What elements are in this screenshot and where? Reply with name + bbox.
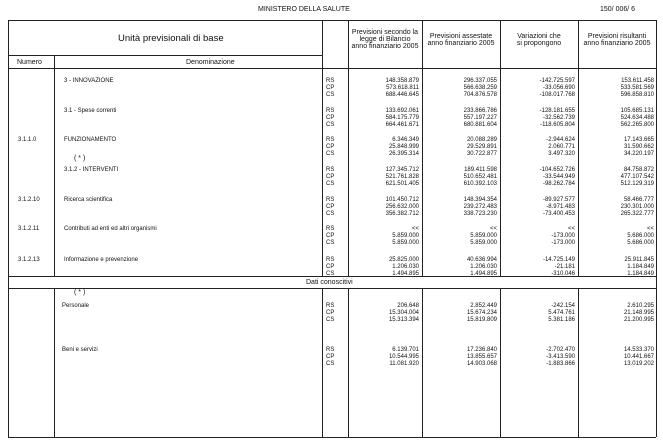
table-right-border xyxy=(656,20,657,437)
row-value: 21.148.995 xyxy=(623,310,654,316)
row-type: CS xyxy=(326,361,335,367)
dati-conoscitivi-title: Dati conoscitivi xyxy=(306,279,353,286)
row-value: 153.611.458 xyxy=(621,78,654,84)
row-type: CP xyxy=(326,310,335,316)
row-type: RS xyxy=(326,347,335,353)
row-value: -128.181.655 xyxy=(539,108,575,114)
row-label: 3.1 - Spese correnti xyxy=(64,108,117,114)
row-value: 34.220.197 xyxy=(623,151,654,157)
row-value: 5.859.000 xyxy=(470,240,497,246)
row-type: CP xyxy=(326,144,335,150)
row-label: Contributi ad enti ed altri organismi xyxy=(64,226,157,232)
row-value: 664.461.671 xyxy=(385,122,419,128)
row-value: 14.903.068 xyxy=(466,361,497,367)
row-type: CS xyxy=(326,181,335,187)
row-value: -14.725.149 xyxy=(542,257,575,263)
row-value: 10.441.667 xyxy=(623,354,654,360)
row-value: 6.139.701 xyxy=(392,347,419,353)
row-value: 512.129.319 xyxy=(620,181,654,187)
row-type: CS xyxy=(326,151,335,157)
row-value: 15.819.809 xyxy=(466,317,497,323)
row-type: CP xyxy=(326,354,335,360)
header-separator xyxy=(8,55,322,56)
asterisk-note: ( * ) xyxy=(74,155,86,162)
row-value: 1.494.895 xyxy=(470,271,497,277)
row-label: 3 - INNOVAZIONE xyxy=(64,78,114,84)
row-type: CS xyxy=(326,122,335,128)
row-value: 5.859.000 xyxy=(392,240,419,246)
row-value: 573.618.811 xyxy=(386,85,419,91)
row-label: Beni e servizi xyxy=(62,347,98,353)
row-type: CS xyxy=(326,211,335,217)
row-value: -73.400.453 xyxy=(542,211,575,217)
row-value: 25.911.845 xyxy=(624,257,654,263)
row-value: -32.562.739 xyxy=(542,115,575,121)
row-value: 189.411.598 xyxy=(464,167,497,173)
row-value: 5.381.186 xyxy=(548,317,575,323)
dati-bottom-border xyxy=(8,288,656,289)
row-value: 11.081.920 xyxy=(389,361,419,367)
row-number: 3.1.2.11 xyxy=(18,226,40,232)
col3-header: Variazioni che si propongono xyxy=(516,33,562,47)
row-type: CP xyxy=(326,233,335,239)
row-type: RS xyxy=(326,226,335,232)
row-value: << xyxy=(567,226,575,232)
row-value: -2.944.624 xyxy=(546,137,575,143)
row-value: 688.446.645 xyxy=(385,92,419,98)
row-value: 101.450.712 xyxy=(385,197,419,203)
row-label: Personale xyxy=(62,303,90,309)
row-value: 562.265.800 xyxy=(620,122,654,128)
row-value: 524.634.488 xyxy=(620,115,654,121)
row-type: RS xyxy=(326,78,335,84)
row-value: 356.382.712 xyxy=(385,211,419,217)
table-top-border xyxy=(8,20,656,21)
row-value: 10.544.995 xyxy=(388,354,419,360)
row-type: RS xyxy=(326,108,335,114)
row-value: 610.392.103 xyxy=(463,181,497,187)
numero-header: Numero xyxy=(17,59,42,66)
row-value: -108.017.768 xyxy=(539,92,575,98)
col4-header: Previsioni risultanti anno finanziario 2005 xyxy=(583,33,651,47)
row-value: 5.686.000 xyxy=(627,240,654,246)
dati-asterisk-note: ( * ) xyxy=(74,289,86,296)
row-value: -1.883.866 xyxy=(546,361,575,367)
row-value: -173.000 xyxy=(551,233,575,239)
ministry-title: MINISTERO DELLA SALUTE xyxy=(258,6,350,13)
row-value: -310.046 xyxy=(551,271,575,277)
row-value: 21.200.995 xyxy=(623,317,654,323)
row-value: 29.529.891 xyxy=(466,144,497,150)
row-value: 13.019.202 xyxy=(623,361,654,367)
row-value: << xyxy=(646,226,654,232)
row-value: 533.581.569 xyxy=(620,85,654,91)
col2-header: Previsioni assestate anno finanziario 2005 xyxy=(427,33,495,47)
row-value: 256.632.000 xyxy=(385,204,419,210)
row-number: 3.1.2.13 xyxy=(18,257,40,263)
row-type: RS xyxy=(326,303,335,309)
row-value: -242.154 xyxy=(551,303,575,309)
row-value: 477.107.542 xyxy=(620,174,654,180)
row-value: 133.692.061 xyxy=(385,108,419,114)
row-type: CP xyxy=(326,264,335,270)
row-value: 1.494.895 xyxy=(392,271,419,277)
row-value: 3.497.320 xyxy=(548,151,575,157)
row-label: 3.1.2 - INTERVENTI xyxy=(64,167,119,173)
row-value: 15.304.004 xyxy=(388,310,419,316)
row-value: 105.685.131 xyxy=(620,108,654,114)
row-type: RS xyxy=(326,257,335,263)
row-type: RS xyxy=(326,167,335,173)
row-value: 25.825.000 xyxy=(388,257,419,263)
row-value: 566.638.259 xyxy=(463,85,497,91)
row-value: 5.474.761 xyxy=(548,310,575,316)
row-label: FUNZIONAMENTO xyxy=(64,137,117,143)
row-value: 233.866.786 xyxy=(463,108,497,114)
row-value: 5.859.000 xyxy=(392,233,419,239)
row-value: 265.322.777 xyxy=(620,211,654,217)
row-type: CS xyxy=(326,271,335,277)
col1-header: Previsioni secondo la legge di Bilancio anno finanziario 2005 xyxy=(351,29,419,50)
row-value: 25.848.999 xyxy=(388,144,419,150)
row-value: -142.725.597 xyxy=(539,78,575,84)
denominazione-header: Denominazione xyxy=(186,59,235,66)
row-value: -8.971.483 xyxy=(546,204,575,210)
row-value: -33.544.949 xyxy=(542,174,575,180)
row-value: -21.181 xyxy=(554,264,575,270)
header-bottom-border xyxy=(8,68,656,69)
row-value: 338.723.230 xyxy=(463,211,497,217)
row-number: 3.1.1.0 xyxy=(18,137,37,143)
row-value: 148.394.354 xyxy=(463,197,497,203)
type-divider xyxy=(322,20,323,276)
row-value: 84.758.872 xyxy=(623,167,654,173)
row-type: CP xyxy=(326,174,335,180)
table-left-border xyxy=(8,20,9,437)
dati-numero-divider xyxy=(54,288,55,437)
row-type: CS xyxy=(326,317,335,323)
row-value: 1.184.849 xyxy=(627,264,654,270)
row-value: 30.722.877 xyxy=(466,151,497,157)
row-value: 557.197.227 xyxy=(463,115,497,121)
row-type: CP xyxy=(326,204,335,210)
row-value: 1.206.030 xyxy=(392,264,419,270)
row-value: 206.648 xyxy=(397,303,419,309)
row-value: 621.501.405 xyxy=(385,181,419,187)
row-value: 5.859.000 xyxy=(470,233,497,239)
row-value: 2.060.771 xyxy=(548,144,575,150)
row-type: CS xyxy=(326,92,335,98)
row-type: CP xyxy=(326,115,335,121)
row-value: 1.206.030 xyxy=(470,264,497,270)
row-value: 6.346.349 xyxy=(392,137,419,143)
row-value: 596.858.810 xyxy=(620,92,654,98)
row-value: 14.533.370 xyxy=(623,347,654,353)
row-value: -2.702.470 xyxy=(546,347,575,353)
row-type: CP xyxy=(326,85,335,91)
row-value: 704.876.578 xyxy=(463,92,497,98)
row-value: 20.088.289 xyxy=(466,137,497,143)
row-value: -118.605.804 xyxy=(540,122,575,128)
row-type: RS xyxy=(326,197,335,203)
row-value: 2.852.449 xyxy=(470,303,497,309)
unita-header: Unità previsionali di base xyxy=(118,33,224,44)
row-type: RS xyxy=(326,137,335,143)
row-value: 17.236.840 xyxy=(466,347,497,353)
row-value: -33.056.690 xyxy=(542,85,575,91)
row-value: 510.652.481 xyxy=(463,174,497,180)
table-bottom-border xyxy=(8,437,656,438)
row-value: 230.301.000 xyxy=(620,204,654,210)
row-value: 239.272.483 xyxy=(463,204,497,210)
row-value: 15.674.234 xyxy=(466,310,497,316)
row-value: << xyxy=(489,226,497,232)
row-value: -3.413.590 xyxy=(546,354,575,360)
row-label: Informazione e prevenzione xyxy=(64,257,139,263)
row-value: 31.590.662 xyxy=(623,144,654,150)
row-type: CS xyxy=(326,240,335,246)
row-value: -98.262.784 xyxy=(542,181,575,187)
row-value: -89.927.577 xyxy=(542,197,575,203)
row-value: 127.345.712 xyxy=(385,167,419,173)
row-value: 40.636.994 xyxy=(466,257,497,263)
dati-type-divider xyxy=(322,288,323,437)
row-value: 5.686.000 xyxy=(627,233,654,239)
row-value: 17.143.665 xyxy=(623,137,654,143)
row-value: 2.610.295 xyxy=(627,303,654,309)
row-label: Ricerca scientifica xyxy=(64,197,113,203)
row-value: 296.337.055 xyxy=(463,78,497,84)
row-value: 58.466.777 xyxy=(623,197,654,203)
row-value: << xyxy=(411,226,419,232)
numero-divider xyxy=(54,55,55,276)
row-value: 584.175.779 xyxy=(385,115,419,121)
row-value: 1.184.849 xyxy=(627,271,654,277)
row-value: 148.358.879 xyxy=(385,78,419,84)
row-value: 521.761.828 xyxy=(385,174,419,180)
row-value: -104.652.726 xyxy=(539,167,575,173)
page-reference: 150/ 006/ 6 xyxy=(600,6,636,13)
row-number: 3.1.2.10 xyxy=(18,197,40,203)
row-value: 15.313.394 xyxy=(388,317,419,323)
row-value: 26.395.314 xyxy=(388,151,419,157)
row-value: -173.000 xyxy=(551,240,575,246)
row-value: 13.855.657 xyxy=(466,354,497,360)
row-value: 680.881.604 xyxy=(463,122,497,128)
